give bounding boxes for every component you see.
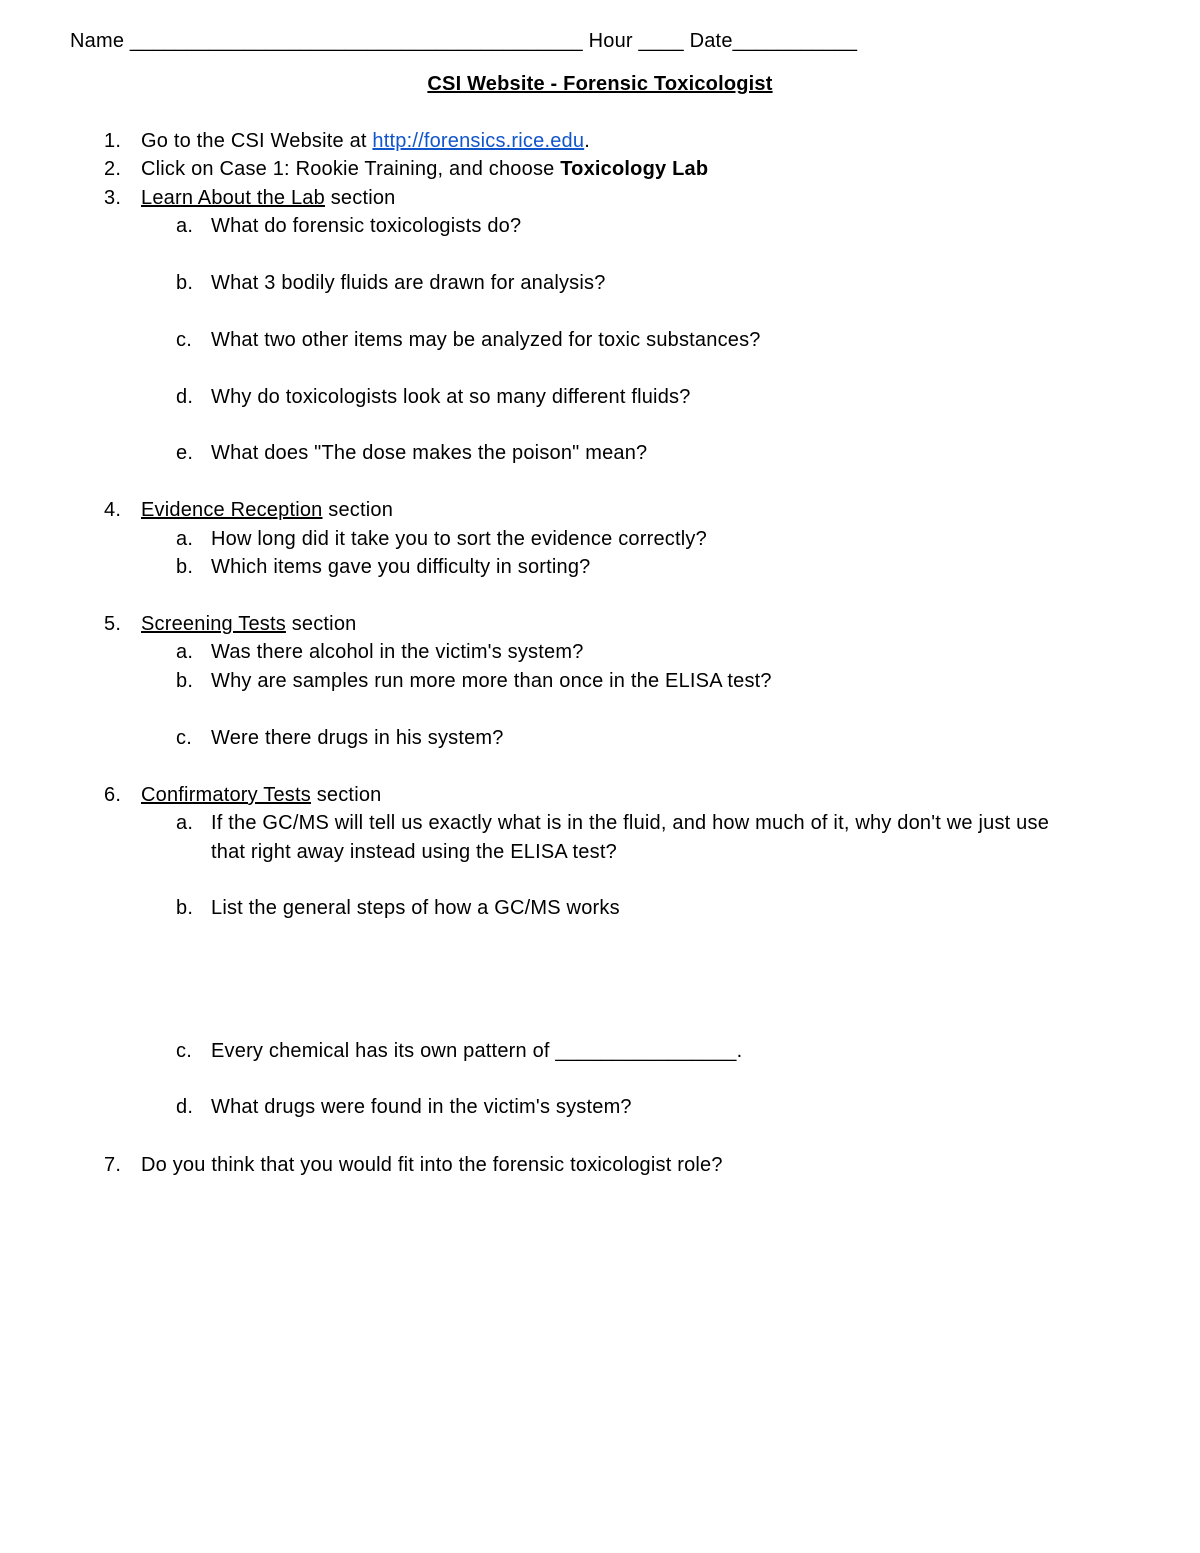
sub-question: Why are samples run more more than once in the ELISA test? <box>211 670 772 692</box>
sub-letter: a. <box>176 528 194 550</box>
sub-question: Every chemical has its own pattern of ________________. <box>211 1040 743 1062</box>
section-heading: Confirmatory Tests <box>141 784 311 806</box>
sub-letter: d. <box>176 386 194 408</box>
item-text: Do you think that you would fit into the forensic toxicologist role? <box>141 1154 723 1176</box>
sub-question: What do forensic toxicologists do? <box>211 215 522 237</box>
section-suffix: section <box>324 187 396 209</box>
item-1-suffix: . <box>584 130 590 152</box>
sub-letter: c. <box>176 329 192 351</box>
sub-question: If the GC/MS will tell us exactly what is in the fluid, and how much of it, why don't we just use <box>211 812 1050 834</box>
item-1-prefix: Go to the CSI Website at <box>141 130 373 152</box>
section-heading: Screening Tests <box>141 613 286 635</box>
header-line <box>70 29 857 53</box>
hour-blank: ____ <box>638 30 684 52</box>
sub-question: What two other items may be analyzed for toxic substances? <box>211 329 761 351</box>
date-label: Date <box>689 30 733 52</box>
sub-question: What drugs were found in the victim's system? <box>211 1096 632 1118</box>
website-link[interactable]: http://forensics.rice.edu <box>372 130 585 152</box>
sub-question: Why do toxicologists look at so many different fluids? <box>211 386 691 408</box>
section-heading: Learn About the Lab <box>141 187 325 209</box>
item-number: 3. <box>104 187 122 209</box>
item-text <box>141 612 356 636</box>
sub-question: Were there drugs in his system? <box>211 727 504 749</box>
item-text <box>141 783 381 807</box>
sub-question: Which items gave you difficulty in sorting? <box>211 556 591 578</box>
sub-question: Was there alcohol in the victim's system? <box>211 641 584 663</box>
sub-letter: c. <box>176 1040 192 1062</box>
sub-letter: a. <box>176 641 194 663</box>
sub-letter: a. <box>176 215 194 237</box>
item-number: 7. <box>104 1154 122 1176</box>
sub-letter: b. <box>176 272 194 294</box>
sub-letter: e. <box>176 442 194 464</box>
sub-letter: d. <box>176 1096 194 1118</box>
sub-question-continued: that right away instead using the ELISA test? <box>211 841 617 863</box>
page-title: CSI Website - Forensic Toxicologist <box>427 73 773 95</box>
item-number: 1. <box>104 130 122 152</box>
sub-question: How long did it take you to sort the evidence correctly? <box>211 528 707 550</box>
sub-letter: b. <box>176 897 194 919</box>
name-label: Name <box>70 30 125 52</box>
item-number: 6. <box>104 784 122 806</box>
date-blank: ___________ <box>732 30 858 52</box>
item-text <box>141 129 590 153</box>
sub-letter: c. <box>176 727 192 749</box>
name-blank: ________________________________________ <box>129 30 583 52</box>
section-heading: Evidence Reception <box>141 499 323 521</box>
sub-question: List the general steps of how a GC/MS works <box>211 897 620 919</box>
item-text <box>141 157 708 181</box>
item-2-prefix: Click on Case 1: Rookie Training, and choose <box>141 158 561 180</box>
sub-letter: a. <box>176 812 194 834</box>
hour-label: Hour <box>588 30 633 52</box>
title-row <box>0 72 1200 96</box>
sub-question: What does "The dose makes the poison" mean? <box>211 442 648 464</box>
item-text <box>141 498 393 522</box>
item-number: 4. <box>104 499 122 521</box>
sub-letter: b. <box>176 556 194 578</box>
item-number: 5. <box>104 613 122 635</box>
section-suffix: section <box>310 784 382 806</box>
item-text <box>141 186 396 210</box>
section-suffix: section <box>285 613 357 635</box>
sub-question: What 3 bodily fluids are drawn for analysis? <box>211 272 606 294</box>
sub-letter: b. <box>176 670 194 692</box>
item-number: 2. <box>104 158 122 180</box>
toxicology-lab-label: Toxicology Lab <box>560 158 709 180</box>
section-suffix: section <box>322 499 394 521</box>
